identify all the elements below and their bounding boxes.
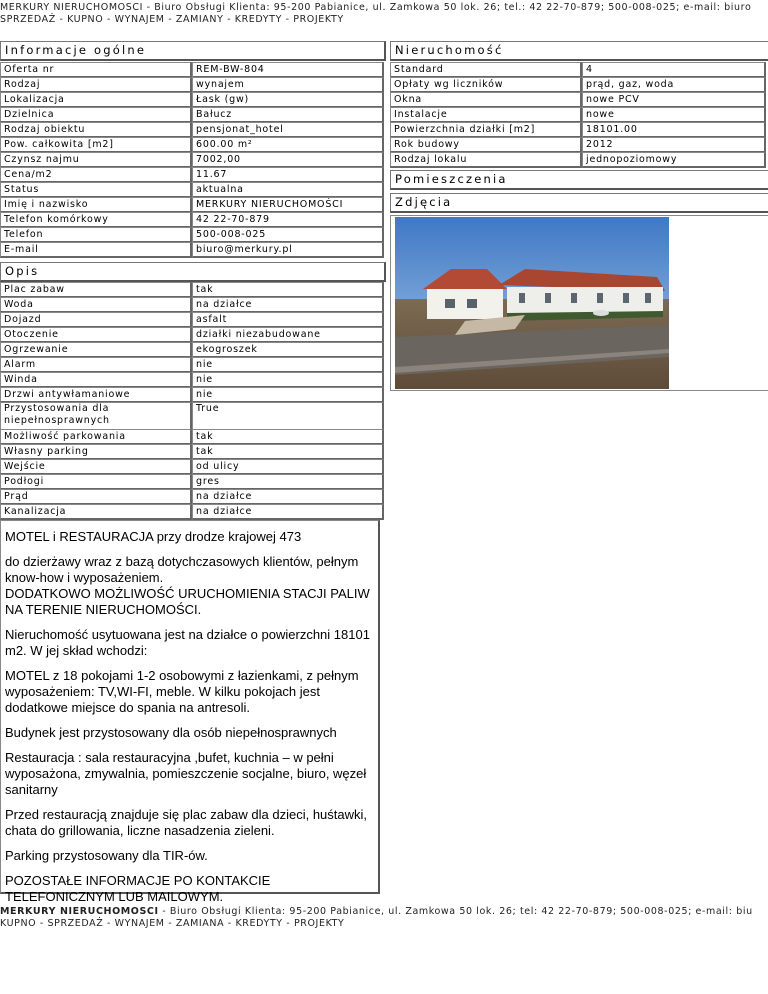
page-header	[0, 2, 768, 26]
footer-contact: - Biuro Obsługi Klienta: 95-200 Pabianice, ul. Zamkowa 50 lok. 26; tel: 42 22-70-879; 500-008-025; e-mail: biu	[158, 906, 753, 917]
opis-value: nie	[192, 372, 384, 388]
opis-value: tak	[192, 282, 384, 298]
description-paragraph: MOTEL z 18 pokojami 1-2 osobowymi z łazienkami, z pełnym wyposażeniem: TV,WI-FI, meble. W kilku pokojach jest dodatkowe miejsce do spania na antresoli.	[5, 668, 359, 715]
opis-label: Możliwość parkowania	[0, 429, 192, 445]
opis-label: Plac zabaw	[0, 282, 192, 298]
nier-value: 2012	[582, 137, 766, 153]
nier-label: Powierzchnia działki [m2]	[390, 122, 582, 138]
description-paragraph: Parking przystosowany dla TIR-ów.	[5, 848, 208, 863]
info-value: 600.00 m²	[192, 137, 384, 153]
opis-label: Otoczenie	[0, 327, 192, 343]
description-paragraph: Nieruchomość usytuowana jest na działce o powierzchni 18101 m2. W jej skład wchodzi:	[5, 627, 370, 658]
nier-value: 18101.00	[582, 122, 766, 138]
nier-value: nowe PCV	[582, 92, 766, 108]
offer-description	[0, 520, 380, 904]
section-title-opis: Opis	[0, 262, 386, 282]
description-paragraph: MOTEL i RESTAURACJA przy drodze krajowej 473	[5, 529, 302, 544]
opis-value: na działce	[192, 489, 384, 505]
description-paragraph: Budynek jest przystosowany dla osób niepełnosprawnych	[5, 725, 337, 740]
motel-photo-image	[395, 217, 669, 389]
page-footer	[0, 906, 768, 930]
info-label: Status	[0, 182, 192, 198]
info-value: Łask (gw)	[192, 92, 384, 108]
opis-value: od ulicy	[192, 459, 384, 475]
opis-label: Alarm	[0, 357, 192, 373]
opis-label: Wejście	[0, 459, 192, 475]
opis-label: Kanalizacja	[0, 504, 192, 520]
description-paragraph: Restauracja : sala restauracyjna ,bufet, kuchnia – w pełni wyposażona, zmywalnia, pomieszczenie socjalne, biuro, węzeł sanitarny	[5, 750, 367, 797]
property-photo[interactable]	[390, 215, 768, 391]
nier-value: jednopoziomowy	[582, 152, 766, 168]
section-title-pomieszczenia: Pomieszczenia	[390, 170, 768, 190]
description-paragraph: Przed restauracją znajduje się plac zabaw dla dzieci, huśtawki, chata do grillowania, liczne nasadzenia zieleni.	[5, 807, 368, 838]
footer-line-1	[0, 906, 768, 918]
nier-label: Rodzaj lokalu	[390, 152, 582, 168]
opis-value: na działce	[192, 297, 384, 313]
info-label: Czynsz najmu	[0, 152, 192, 168]
opis-value: True	[192, 402, 384, 432]
opis-value: gres	[192, 474, 384, 490]
description-paragraph: POZOSTAŁE INFORMACJE PO KONTAKCIE TELEFONICZNYM LUB MAILOWYM.	[5, 873, 271, 904]
info-value[interactable]: 42 22-70-879	[192, 212, 384, 228]
nier-value: 4	[582, 62, 766, 78]
info-value: 11.67	[192, 167, 384, 183]
opis-value: działki niezabudowane	[192, 327, 384, 343]
opis-label: Dojazd	[0, 312, 192, 328]
info-label: Oferta nr	[0, 62, 192, 78]
opis-label: Ogrzewanie	[0, 342, 192, 358]
nier-label: Standard	[390, 62, 582, 78]
footer-line-2: KUPNO - SPRZEDAŻ - WYNAJEM - ZAMIANA - KREDYTY - PROJEKTY	[0, 918, 345, 929]
opis-value: na działce	[192, 504, 384, 520]
opis-label: Własny parking	[0, 444, 192, 460]
opis-value: ekogroszek	[192, 342, 384, 358]
section-title-informacje: Informacje ogólne	[0, 41, 386, 61]
nier-label: Instalacje	[390, 107, 582, 123]
nier-label: Rok budowy	[390, 137, 582, 153]
info-value: 7002,00	[192, 152, 384, 168]
header-line-1: MERKURY NIERUCHOMOŚCI - Biuro Obsługi Klienta: 95-200 Pabianice, ul. Zamkowa 50 lok. 26; tel.: 42 22-70-879; 500-008-025; e-mail: biuro	[0, 2, 752, 13]
nier-value: nowe	[582, 107, 766, 123]
info-value[interactable]: 500-008-025	[192, 227, 384, 243]
info-label: Rodzaj	[0, 77, 192, 93]
section-title-nieruchomosc: Nieruchomość	[390, 41, 768, 61]
info-label: Lokalizacja	[0, 92, 192, 108]
info-value: wynajem	[192, 77, 384, 93]
info-label: Dzielnica	[0, 107, 192, 123]
opis-label: Winda	[0, 372, 192, 388]
opis-value: tak	[192, 444, 384, 460]
nier-label: Opłaty wg liczników	[390, 77, 582, 93]
email-link[interactable]: biuro@merkury.pl	[192, 242, 384, 258]
info-value: Bałucz	[192, 107, 384, 123]
opis-value: asfalt	[192, 312, 384, 328]
opis-label: Prąd	[0, 489, 192, 505]
info-value: aktualna	[192, 182, 384, 198]
info-value: pensjonat_hotel	[192, 122, 384, 138]
header-line-2: SPRZEDAŻ - KUPNO - WYNAJEM - ZAMIANY - KREDYTY - PROJEKTY	[0, 14, 344, 25]
info-label: Cena/m2	[0, 167, 192, 183]
opis-label: Podłogi	[0, 474, 192, 490]
opis-label: Przystosowania dla niepełnosprawnych	[0, 402, 192, 432]
opis-value: tak	[192, 429, 384, 445]
description-paragraph: do dzierżawy wraz z bazą dotychczasowych klientów, pełnym know-how i wyposażeniem. DODATKOWO MOŻLIWOŚĆ URUCHOMIENIA STACJI PALIW NA TERENIE NIERUCHOMOŚCI.	[5, 554, 370, 617]
info-value: REM-BW-804	[192, 62, 384, 78]
opis-value: nie	[192, 387, 384, 403]
footer-brand: MERKURY NIERUCHOMOŚCI	[0, 906, 159, 917]
info-label: Pow. całkowita [m2]	[0, 137, 192, 153]
info-label: Telefon	[0, 227, 192, 243]
info-label: Rodzaj obiektu	[0, 122, 192, 138]
opis-value: nie	[192, 357, 384, 373]
info-label: Imię i nazwisko	[0, 197, 192, 213]
nier-label: Okna	[390, 92, 582, 108]
info-value: MERKURY NIERUCHOMOŚCI	[192, 197, 384, 213]
info-label: Telefon komórkowy	[0, 212, 192, 228]
info-label: E-mail	[0, 242, 192, 258]
opis-label: Drzwi antywłamaniowe	[0, 387, 192, 403]
nier-value: prąd, gaz, woda	[582, 77, 766, 93]
opis-label: Woda	[0, 297, 192, 313]
section-title-zdjecia: Zdjęcia	[390, 193, 768, 213]
